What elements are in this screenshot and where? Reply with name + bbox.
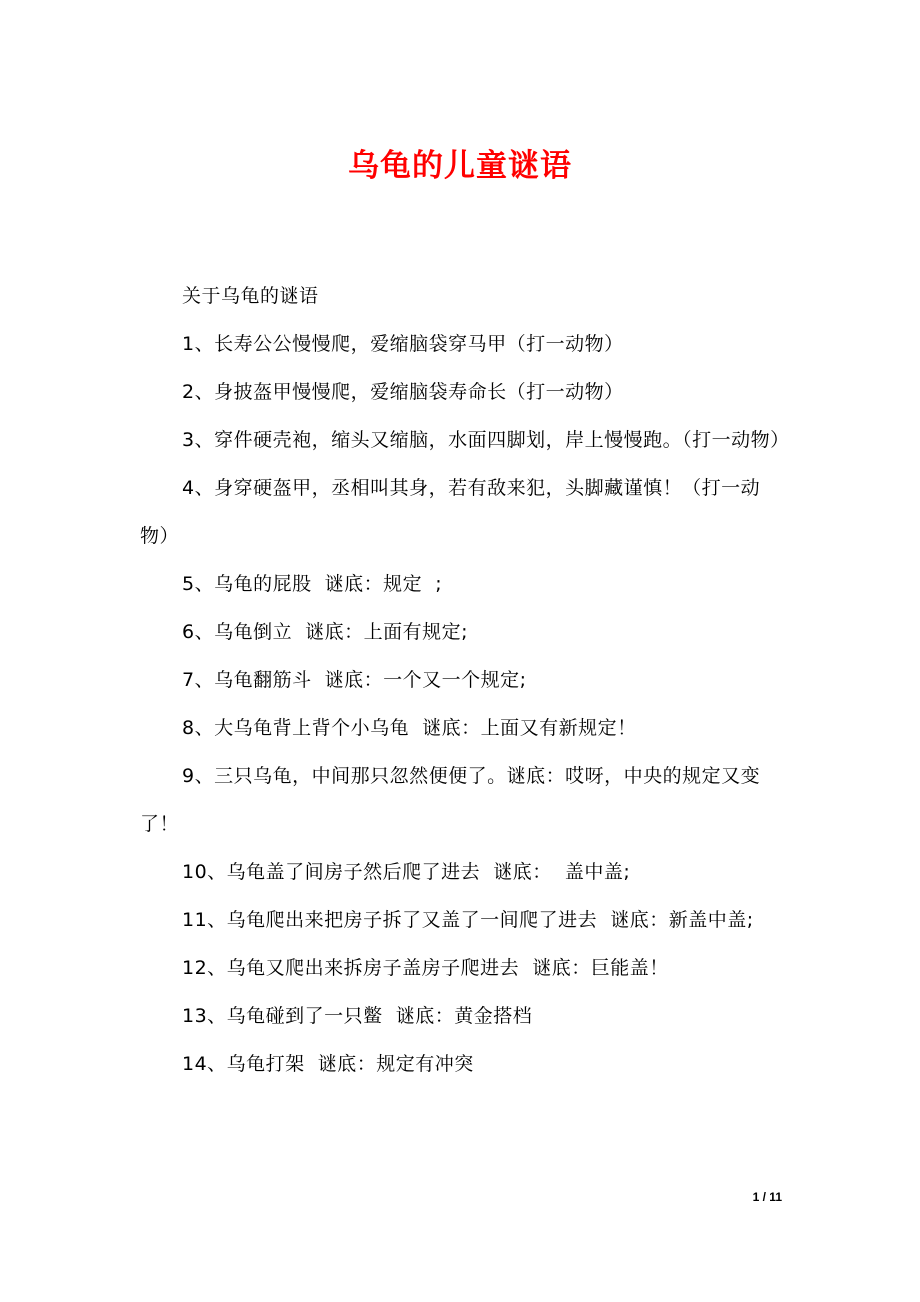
riddle-11: 11、乌龟爬出来把房子拆了又盖了一间爬了进去 谜底：新盖中盖; — [182, 909, 754, 931]
riddle-1: 1、长寿公公慢慢爬，爱缩脑袋穿马甲（打一动物） — [182, 333, 624, 355]
riddle-7: 7、乌龟翻筋斗 谜底：一个又一个规定; — [182, 669, 527, 691]
document-title: 乌龟的儿童谜语 — [348, 148, 572, 184]
riddle-2: 2、身披盔甲慢慢爬，爱缩脑袋寿命长（打一动物） — [182, 381, 624, 403]
riddle-8: 8、大乌龟背上背个小乌龟 谜底：上面又有新规定！ — [182, 717, 637, 739]
riddle-4: 4、身穿硬盔甲，丞相叫其身，若有敌来犯，头脚藏谨慎！（打一动物） — [140, 477, 761, 547]
riddle-9: 9、三只乌龟，中间那只忽然便便了。谜底：哎呀，中央的规定又变了！ — [140, 765, 761, 835]
document-body — [140, 272, 790, 1088]
riddle-14: 14、乌龟打架 谜底：规定有冲突 — [182, 1053, 474, 1075]
riddle-12: 12、乌龟又爬出来拆房子盖房子爬进去 谜底：巨能盖！ — [182, 957, 669, 979]
riddle-6: 6、乌龟倒立 谜底：上面有规定; — [182, 621, 469, 643]
riddle-13: 13、乌龟碰到了一只鳖 谜底：黄金搭档 — [182, 1005, 533, 1027]
riddle-3: 3、穿件硬壳袍，缩头又缩脑，水面四脚划，岸上慢慢跑。（打一动物） — [182, 429, 790, 451]
page-number: 1 / 11 — [752, 1190, 782, 1204]
paragraph-intro: 关于乌龟的谜语 — [182, 285, 319, 307]
riddle-10: 10、乌龟盖了间房子然后爬了进去 谜底： 盖中盖; — [182, 861, 631, 883]
riddle-5: 5、乌龟的屁股 谜底：规定 ; — [182, 573, 443, 595]
